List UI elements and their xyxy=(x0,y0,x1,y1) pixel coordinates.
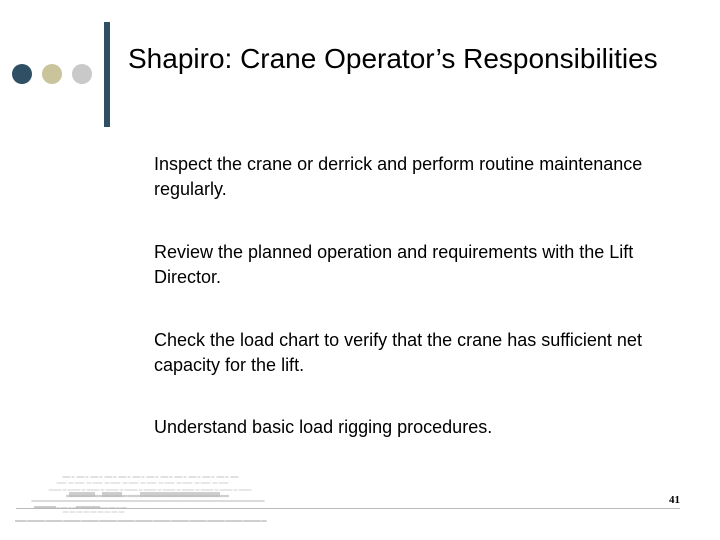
slide-title: Shapiro: Crane Operator’s Responsibilities xyxy=(128,43,658,74)
bullet-item: Inspect the crane or derrick and perform routine maintenance regularly. xyxy=(154,154,643,199)
decorative-dot-gray xyxy=(72,64,92,84)
slide-bullet-list xyxy=(154,152,694,478)
decorative-dot-tan xyxy=(42,64,62,84)
title-accent-bar xyxy=(104,22,110,127)
footer-divider xyxy=(16,508,680,509)
page-number: 41 xyxy=(669,494,680,506)
bullet-item: Understand basic load rigging procedures. xyxy=(154,417,493,437)
faded-document-stamp-icon xyxy=(15,470,270,526)
bullet-item: Review the planned operation and requirements with the Lift Director. xyxy=(154,242,634,287)
decorative-dot-dark xyxy=(12,64,32,84)
bullet-item: Check the load chart to verify that the crane has sufficient net capacity for the lift. xyxy=(154,330,642,375)
